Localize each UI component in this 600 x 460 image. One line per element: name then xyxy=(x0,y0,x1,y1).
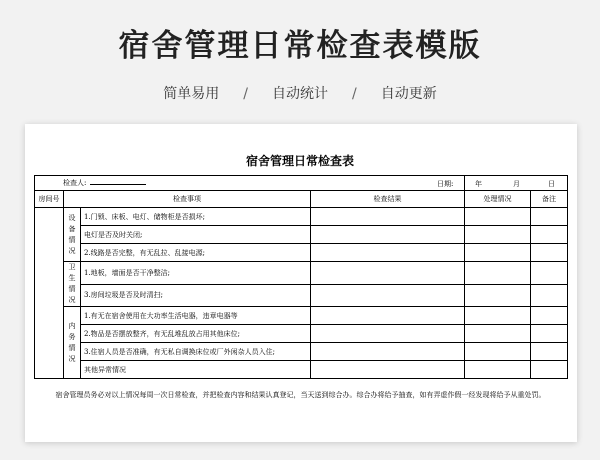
check-item: 其他异常情况 xyxy=(81,361,311,379)
table-row xyxy=(35,208,568,226)
inspector-cell xyxy=(35,176,465,191)
feature-auto-update: 自动更新 xyxy=(380,86,437,102)
result-cell[interactable] xyxy=(311,325,465,343)
result-cell[interactable] xyxy=(311,226,465,244)
handling-cell[interactable] xyxy=(465,325,531,343)
footer-note: 宿舍管理员务必对以上情况每周一次日常检查，并把检查内容和结果认真登记，当天送到综合办。综合办将给予抽查，如有弄虚作假一经发现将给予从重处罚。 xyxy=(55,391,546,399)
inspector-input-line[interactable] xyxy=(90,178,146,185)
handling-cell[interactable] xyxy=(465,307,531,325)
check-item: 2.物品是否摆放整齐，有无乱堆乱放占用其他床位; xyxy=(81,325,311,343)
remark-cell[interactable] xyxy=(531,284,568,307)
handling-cell[interactable] xyxy=(465,244,531,262)
table-row xyxy=(35,226,568,244)
feature-separator: / xyxy=(243,86,248,102)
date-day: 日 xyxy=(548,180,556,188)
table-row xyxy=(35,361,568,379)
check-item: 电灯是否及时关闭; xyxy=(81,226,311,244)
check-item: 1.门锁、床板、电灯、储物柜是否损坏; xyxy=(81,208,311,226)
result-cell[interactable] xyxy=(311,361,465,379)
check-item: 3.住宿人员是否准确，有无私自调换床位或厂外闲杂人员入住; xyxy=(81,343,311,361)
date-year: 年 xyxy=(475,180,483,188)
result-cell[interactable] xyxy=(311,244,465,262)
feature-auto-stats: 自动统计 xyxy=(272,86,328,102)
header-items: 检查事项 xyxy=(64,191,311,208)
inspection-table xyxy=(34,175,568,379)
date-month: 月 xyxy=(513,180,521,188)
inspector-row xyxy=(35,176,568,191)
category-hygiene: 卫生情况 xyxy=(64,262,81,307)
header-room: 房间号 xyxy=(35,191,64,208)
table-row xyxy=(35,244,568,262)
header-result: 检查结果 xyxy=(311,191,465,208)
handling-cell[interactable] xyxy=(465,343,531,361)
room-number-cell[interactable] xyxy=(35,208,64,379)
remark-cell[interactable] xyxy=(531,361,568,379)
table-row xyxy=(35,307,568,325)
inspector-label: 检查人: xyxy=(63,179,87,187)
remark-cell[interactable] xyxy=(531,307,568,325)
check-item: 2.线路是否完整，有无乱拉、乱接电源; xyxy=(81,244,311,262)
header-remark: 备注 xyxy=(531,191,568,208)
category-internal: 内务情况 xyxy=(64,307,81,379)
result-cell[interactable] xyxy=(311,307,465,325)
check-item: 1.地板，墙面是否干净整洁; xyxy=(81,262,311,285)
handling-cell[interactable] xyxy=(465,226,531,244)
feature-separator: / xyxy=(352,86,357,102)
header-handling: 处理情况 xyxy=(465,191,531,208)
feature-easy: 简单易用 xyxy=(163,86,220,102)
header-row xyxy=(35,191,568,208)
feature-list xyxy=(0,83,600,103)
remark-cell[interactable] xyxy=(531,262,568,285)
date-cell xyxy=(437,176,568,191)
result-cell[interactable] xyxy=(311,262,465,285)
handling-cell[interactable] xyxy=(465,361,531,379)
table-row xyxy=(35,343,568,361)
check-item: 1.有无在宿舍使用在大功率生活电器，违章电器等 xyxy=(81,307,311,325)
handling-cell[interactable] xyxy=(465,284,531,307)
remark-cell[interactable] xyxy=(531,226,568,244)
remark-cell[interactable] xyxy=(531,325,568,343)
date-label: 日期: xyxy=(437,180,454,188)
remark-cell[interactable] xyxy=(531,343,568,361)
table-row xyxy=(35,262,568,285)
table-row xyxy=(35,284,568,307)
result-cell[interactable] xyxy=(311,343,465,361)
result-cell[interactable] xyxy=(311,284,465,307)
table-row xyxy=(35,325,568,343)
handling-cell[interactable] xyxy=(465,208,531,226)
result-cell[interactable] xyxy=(311,208,465,226)
page-title: 宿舍管理日常检查表模版 xyxy=(118,28,482,64)
remark-cell[interactable] xyxy=(531,208,568,226)
category-equipment: 设备情况 xyxy=(64,208,81,262)
check-item: 3.房间垃圾是否及时清扫; xyxy=(81,284,311,307)
handling-cell[interactable] xyxy=(465,262,531,285)
document-title: 宿舍管理日常检查表 xyxy=(245,154,354,168)
remark-cell[interactable] xyxy=(531,244,568,262)
